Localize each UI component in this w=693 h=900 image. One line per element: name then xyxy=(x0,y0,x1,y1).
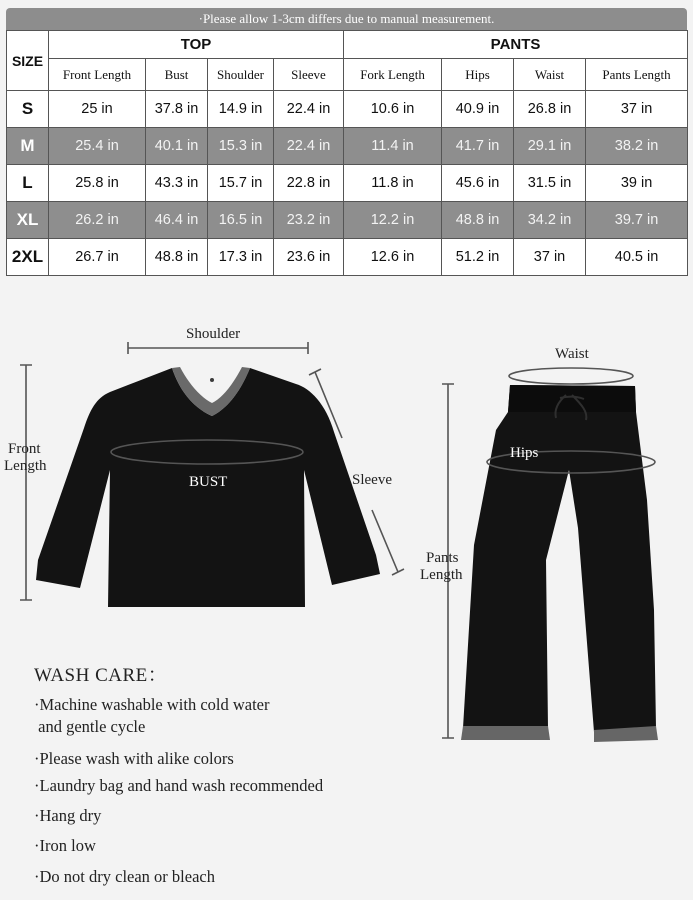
size-header: SIZE xyxy=(7,31,49,91)
table-cell: 11.8 in xyxy=(344,165,442,202)
table-cell: 37 in xyxy=(586,91,688,128)
table-cell: 25.8 in xyxy=(49,165,146,202)
table-cell: 25 in xyxy=(49,91,146,128)
wash-care-item: ·Machine washable with cold water xyxy=(34,695,270,714)
table-cell: 29.1 in xyxy=(514,128,586,165)
front-length-label-line1: Front xyxy=(8,441,41,457)
table-cell: 23.2 in xyxy=(274,202,344,239)
col-bust: Bust xyxy=(146,59,208,91)
size-cell: S xyxy=(7,91,49,128)
table-cell: 22.8 in xyxy=(274,165,344,202)
table-cell: 38.2 in xyxy=(586,128,688,165)
table-cell: 15.7 in xyxy=(208,165,274,202)
table-cell: 25.4 in xyxy=(49,128,146,165)
table-cell: 26.7 in xyxy=(49,239,146,276)
col-hips: Hips xyxy=(442,59,514,91)
table-cell: 37 in xyxy=(514,239,586,276)
table-cell: 40.5 in xyxy=(586,239,688,276)
table-cell: 11.4 in xyxy=(344,128,442,165)
size-cell: 2XL xyxy=(7,239,49,276)
wash-care-item: ·Please wash with alike colors xyxy=(34,749,234,768)
table-cell: 22.4 in xyxy=(274,91,344,128)
table-cell: 26.2 in xyxy=(49,202,146,239)
table-cell: 22.4 in xyxy=(274,128,344,165)
table-cell: 41.7 in xyxy=(442,128,514,165)
table-cell: 31.5 in xyxy=(514,165,586,202)
table-cell: 51.2 in xyxy=(442,239,514,276)
table-cell: 43.3 in xyxy=(146,165,208,202)
size-cell: XL xyxy=(7,202,49,239)
table-cell: 45.6 in xyxy=(442,165,514,202)
table-cell: 10.6 in xyxy=(344,91,442,128)
table-cell: 39.7 in xyxy=(586,202,688,239)
wash-care-item: ·Laundry bag and hand wash recommended xyxy=(34,776,324,795)
table-cell: 48.8 in xyxy=(442,202,514,239)
wash-care-item: ·Hang dry xyxy=(34,806,102,825)
pants-header: PANTS xyxy=(344,31,688,59)
bust-label: BUST xyxy=(189,474,228,490)
wash-care-item: and gentle cycle xyxy=(34,717,146,736)
table-cell: 40.1 in xyxy=(146,128,208,165)
size-cell: M xyxy=(7,128,49,165)
col-front-length: Front Length xyxy=(49,59,146,91)
table-cell: 37.8 in xyxy=(146,91,208,128)
table-cell: 23.6 in xyxy=(274,239,344,276)
col-fork-length: Fork Length xyxy=(344,59,442,91)
col-pants-length: Pants Length xyxy=(586,59,688,91)
table-cell: 40.9 in xyxy=(442,91,514,128)
front-length-label-line2: Length xyxy=(4,458,47,474)
hips-label: Hips xyxy=(510,445,539,461)
table-cell: 46.4 in xyxy=(146,202,208,239)
top-header: TOP xyxy=(49,31,344,59)
wash-care-title: WASH CARE： xyxy=(34,665,168,686)
table-cell: 34.2 in xyxy=(514,202,586,239)
table-cell: 48.8 in xyxy=(146,239,208,276)
table-cell: 14.9 in xyxy=(208,91,274,128)
table-cell: 17.3 in xyxy=(208,239,274,276)
col-shoulder: Shoulder xyxy=(208,59,274,91)
pants-illustration xyxy=(461,385,658,742)
table-cell: 39 in xyxy=(586,165,688,202)
waist-label: Waist xyxy=(555,346,589,362)
table-cell: 12.2 in xyxy=(344,202,442,239)
table-cell: 26.8 in xyxy=(514,91,586,128)
wash-care-item: ·Iron low xyxy=(34,836,96,855)
pants-length-label-line2: Length xyxy=(420,567,463,583)
sleeve-label: Sleeve xyxy=(352,472,392,488)
table-cell: 12.6 in xyxy=(344,239,442,276)
measurement-note: ·Please allow 1-3cm differs due to manual measurement. xyxy=(6,8,687,30)
table-cell: 16.5 in xyxy=(208,202,274,239)
pants-length-label-line1: Pants xyxy=(426,550,459,566)
col-waist: Waist xyxy=(514,59,586,91)
wash-care-item: ·Do not dry clean or bleach xyxy=(34,867,215,886)
size-cell: L xyxy=(7,165,49,202)
shoulder-label: Shoulder xyxy=(186,326,241,342)
table-cell: 15.3 in xyxy=(208,128,274,165)
col-sleeve: Sleeve xyxy=(274,59,344,91)
